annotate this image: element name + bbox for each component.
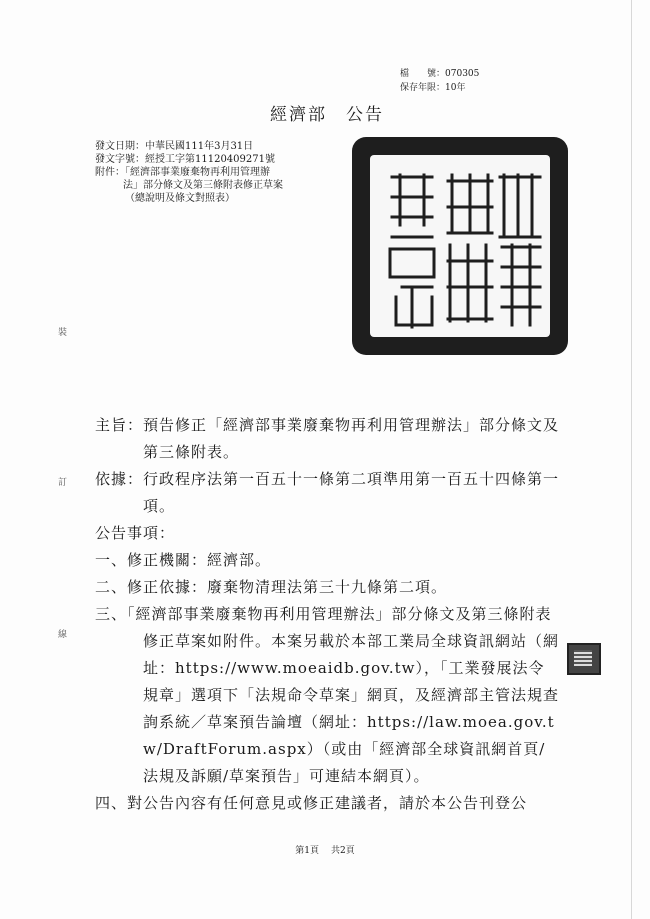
attach-line3: （總說明及條文對照表） — [125, 193, 235, 204]
doc-no: 經授工字第11120409271號 — [145, 154, 275, 165]
subject-paragraph — [95, 412, 560, 466]
file-no-label: 檔 號： — [400, 69, 446, 79]
page-title — [270, 100, 384, 125]
page-total: 共2頁 — [331, 846, 355, 856]
title-org: 經濟部 — [270, 105, 327, 125]
list-item — [95, 574, 560, 601]
date-label: 發文日期： — [95, 141, 145, 152]
page-footer — [0, 843, 650, 856]
item-text: 修正依據：廢棄物清理法第三十九條第二項。 — [127, 578, 448, 596]
item-number: 三、 — [95, 605, 128, 623]
page-number: 第1頁 — [295, 846, 319, 856]
item-number: 二、 — [95, 578, 128, 596]
basis-paragraph — [95, 466, 560, 520]
doc-no-label: 發文字號： — [95, 154, 145, 165]
attach-line1: 「經濟部事業廢棄物再利用管理辦 — [125, 167, 270, 178]
issue-date: 中華民國111年3月31日 — [145, 141, 254, 152]
item-number: 四、 — [95, 794, 128, 812]
list-item — [95, 790, 560, 817]
item-number: 一、 — [95, 551, 128, 569]
margin-mark-1: 裝 — [58, 328, 68, 338]
perforation-stamp — [567, 643, 601, 675]
matters-heading: 公告事項： — [95, 524, 176, 542]
margin-mark-2: 訂 — [58, 478, 68, 488]
doc-header — [95, 140, 283, 205]
subject-text: 預告修正「經濟部事業廢棄物再利用管理辦法」部分條文及第三條附表。 — [143, 416, 560, 461]
basis-text: 行政程序法第一百五十一條第二項準用第一百五十四條第一項。 — [143, 470, 560, 515]
retention-label: 保存年限： — [400, 83, 446, 93]
file-no: 070305 — [445, 69, 480, 79]
seal-glyphs — [352, 137, 568, 355]
item-text: 修正機關：經濟部。 — [127, 551, 272, 569]
list-item — [95, 601, 560, 790]
announcement-body — [95, 412, 560, 817]
title-doc-type: 公告 — [346, 105, 384, 125]
page-edge — [631, 0, 632, 919]
attach-line2: 法」部分條文及第三條附表修正草案 — [123, 180, 283, 191]
subject-label: 主旨： — [95, 416, 144, 434]
basis-label: 依據： — [95, 470, 144, 488]
file-meta — [400, 67, 479, 95]
official-seal — [352, 137, 568, 355]
retention: 10年 — [445, 83, 466, 93]
attach-label: 附件： — [95, 167, 125, 178]
list-item — [95, 547, 560, 574]
item-text: 「經濟部事業廢棄物再利用管理辦法」部分條文及第三條附表修正草案如附件。本案另載於本部工業局全球資訊網站（網址：https://www.moeaidb.gov.tw），「工業發展法令規章」選項下「法規命令草案」網頁，及經濟部主管法規查詢系統／草案預告論壇（網址：https://law.moea.gov.tw/DraftForum.aspx）（或由「經濟部全球資訊網首頁/法規及訴願/草案預告」可連結本網頁）。 — [127, 605, 560, 785]
item-text: 對公告內容有任何意見或修正建議者，請於本公告刊登公 — [127, 794, 528, 812]
margin-mark-3: 線 — [58, 630, 68, 640]
